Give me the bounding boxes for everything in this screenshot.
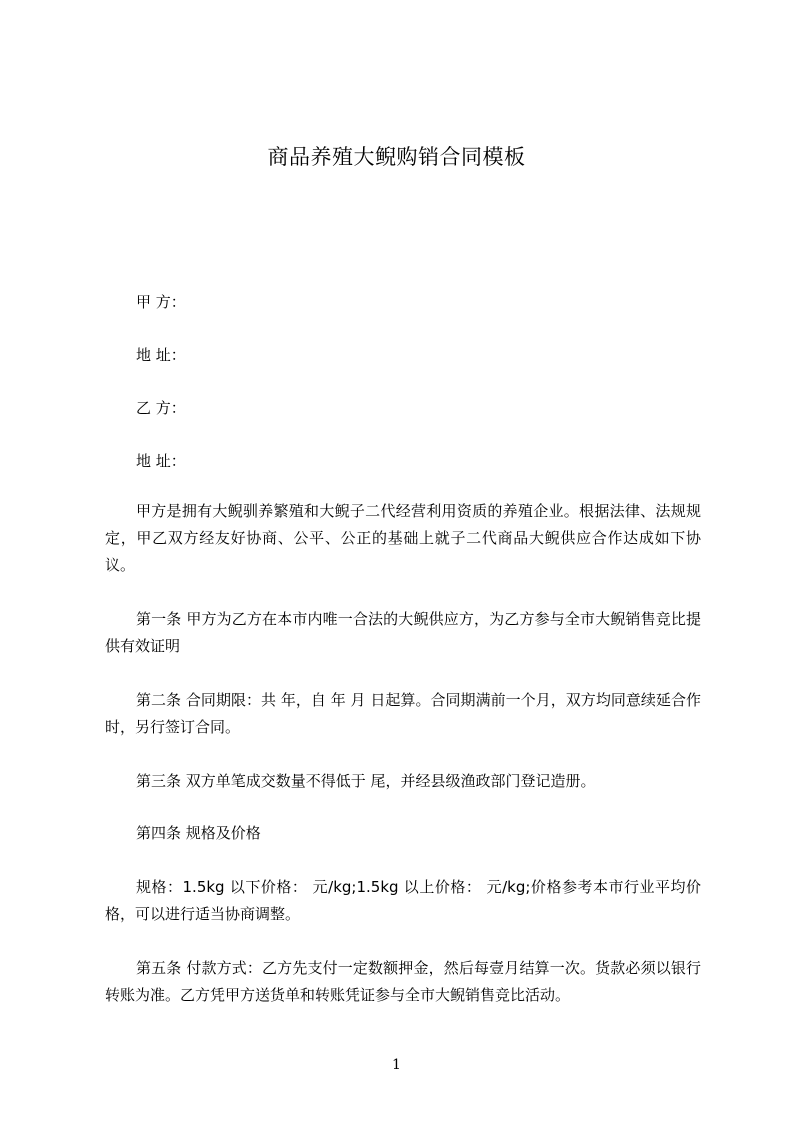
article-3-paragraph: 第三条 双方单笔成交数量不得低于 尾，并经县级渔政部门登记造册。 — [136, 772, 596, 790]
document-title: 商品养殖大鲵购销合同模板 — [267, 145, 526, 169]
article-4-heading: 第四条 规格及价格 — [136, 824, 261, 842]
party-a-address-field: 地 址： — [136, 346, 186, 364]
party-b-address-field: 地 址： — [136, 452, 186, 470]
party-b-field: 乙 方： — [136, 399, 186, 417]
page-number: 1 — [392, 1057, 401, 1073]
party-a-field: 甲 方： — [136, 293, 186, 311]
preamble-paragraph: 甲方是拥有大鲵驯养繁殖和大鲵子二代经营利用资质的养殖企业。根据法律、法规规定，甲乙双方经友好协商、公平、公正的基础上就子二代商品大鲵供应合作达成如下协议。 — [105, 502, 701, 574]
article-2-paragraph: 第二条 合同期限：共 年，自 年 月 日起算。合同期满前一个月，双方均同意续延合作时，另行签订合同。 — [105, 691, 701, 736]
article-1-paragraph: 第一条 甲方为乙方在本市内唯一合法的大鲵供应方，为乙方参与全市大鲵销售竞比提供有效证明 — [105, 610, 701, 655]
article-5-paragraph: 第五条 付款方式：乙方先支付一定数额押金，然后每壹月结算一次。货款必须以银行转账为准。乙方凭甲方送货单和转账凭证参与全市大鲵销售竞比活动。 — [105, 959, 701, 1004]
article-4-spec-paragraph: 规格：1.5kg 以下价格： 元/kg;1.5kg 以上价格： 元/kg;价格参考本市行业平均价格，可以进行适当协商调整。 — [105, 878, 701, 923]
